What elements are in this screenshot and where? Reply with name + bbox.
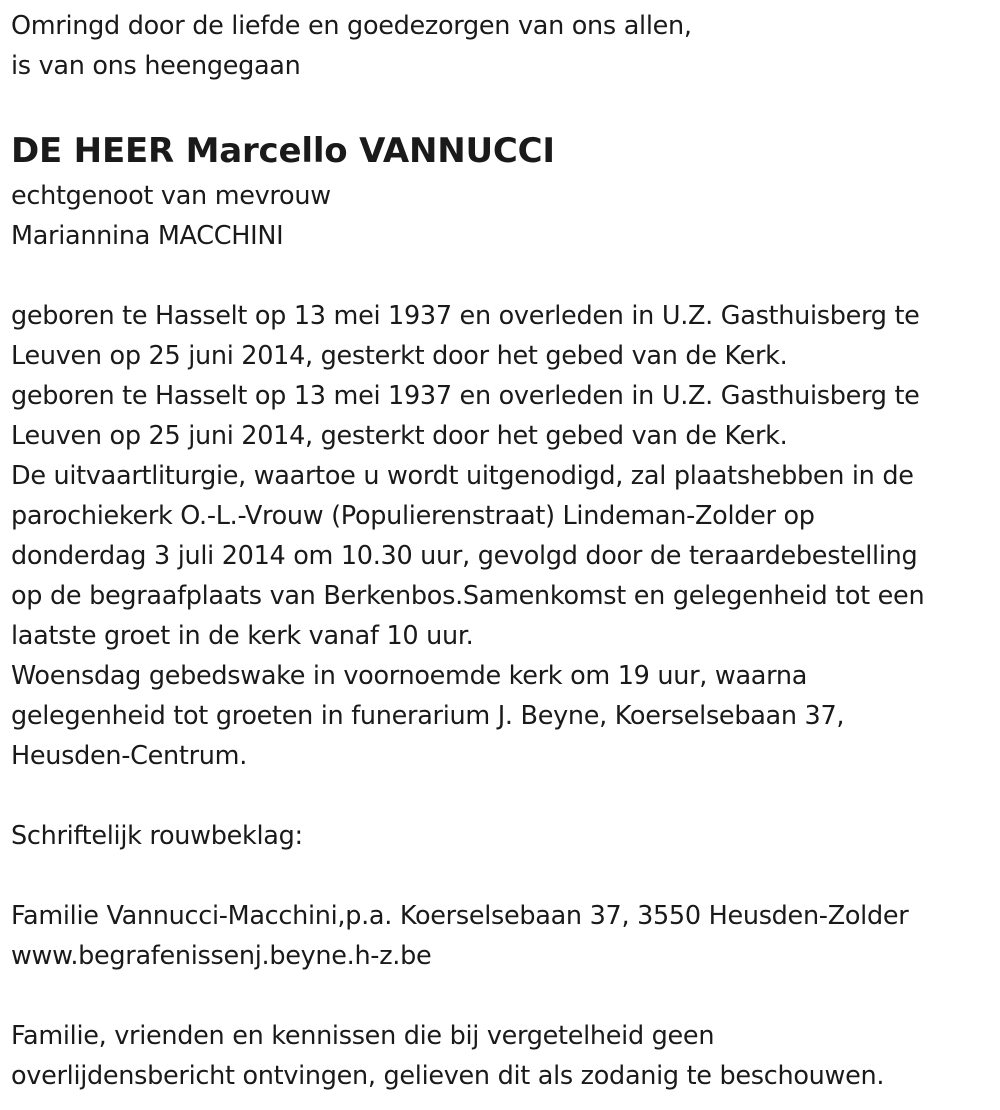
body-line: gelegenheid tot groeten in funerarium J. Beyne, Koerselsebaan 37, bbox=[11, 701, 845, 731]
body-line: De uitvaartliturgie, waartoe u wordt uitgenodigd, zal plaatshebben in de bbox=[11, 461, 914, 491]
deceased-name: DE HEER Marcello VANNUCCI bbox=[11, 131, 555, 171]
spouse-name: Mariannina MACCHINI bbox=[11, 221, 284, 251]
closing-line: overlijdensbericht ontvingen, gelieven dit als zodanig te beschouwen. bbox=[11, 1061, 885, 1091]
spacer bbox=[11, 856, 991, 896]
body-line: geboren te Hasselt op 13 mei 1937 en overleden in U.Z. Gasthuisberg te bbox=[11, 381, 920, 411]
body-line: Heusden-Centrum. bbox=[11, 741, 247, 771]
spouse-line: echtgenoot van mevrouw bbox=[11, 181, 331, 211]
obituary-notice bbox=[11, 0, 991, 1096]
condolence-heading: Schriftelijk rouwbeklag: bbox=[11, 821, 303, 851]
body-line: op de begraafplaats van Berkenbos.Samenkomst en gelegenheid tot een bbox=[11, 581, 925, 611]
closing-note bbox=[11, 1016, 991, 1096]
body-line: Leuven op 25 juni 2014, gesterkt door het gebed van de Kerk. bbox=[11, 341, 788, 371]
spacer bbox=[11, 256, 991, 296]
contact-info bbox=[11, 896, 991, 976]
body-line: Woensdag gebedswake in voornoemde kerk om 19 uur, waarna bbox=[11, 661, 808, 691]
body-line: Leuven op 25 juni 2014, gesterkt door het gebed van de Kerk. bbox=[11, 421, 788, 451]
body-line: donderdag 3 juli 2014 om 10.30 uur, gevolgd door de teraardebestelling bbox=[11, 541, 918, 571]
intro-text bbox=[11, 6, 991, 86]
closing-line: Familie, vrienden en kennissen die bij vergetelheid geen bbox=[11, 1021, 715, 1051]
spacer bbox=[11, 776, 991, 816]
contact-address: Familie Vannucci-Macchini,p.a. Koerselsebaan 37, 3550 Heusden-Zolder bbox=[11, 901, 909, 931]
funeral-details bbox=[11, 296, 991, 776]
intro-line: is van ons heengegaan bbox=[11, 51, 301, 81]
spacer bbox=[11, 976, 991, 1016]
spouse-info bbox=[11, 176, 991, 256]
intro-line: Omringd door de liefde en goedezorgen van ons allen, bbox=[11, 11, 692, 41]
body-line: geboren te Hasselt op 13 mei 1937 en overleden in U.Z. Gasthuisberg te bbox=[11, 301, 920, 331]
body-line: laatste groet in de kerk vanaf 10 uur. bbox=[11, 621, 474, 651]
contact-website-link[interactable]: www.begrafenissenj.beyne.h-z.be bbox=[11, 941, 432, 971]
body-line: parochiekerk O.-L.-Vrouw (Populierenstraat) Lindeman-Zolder op bbox=[11, 501, 815, 531]
